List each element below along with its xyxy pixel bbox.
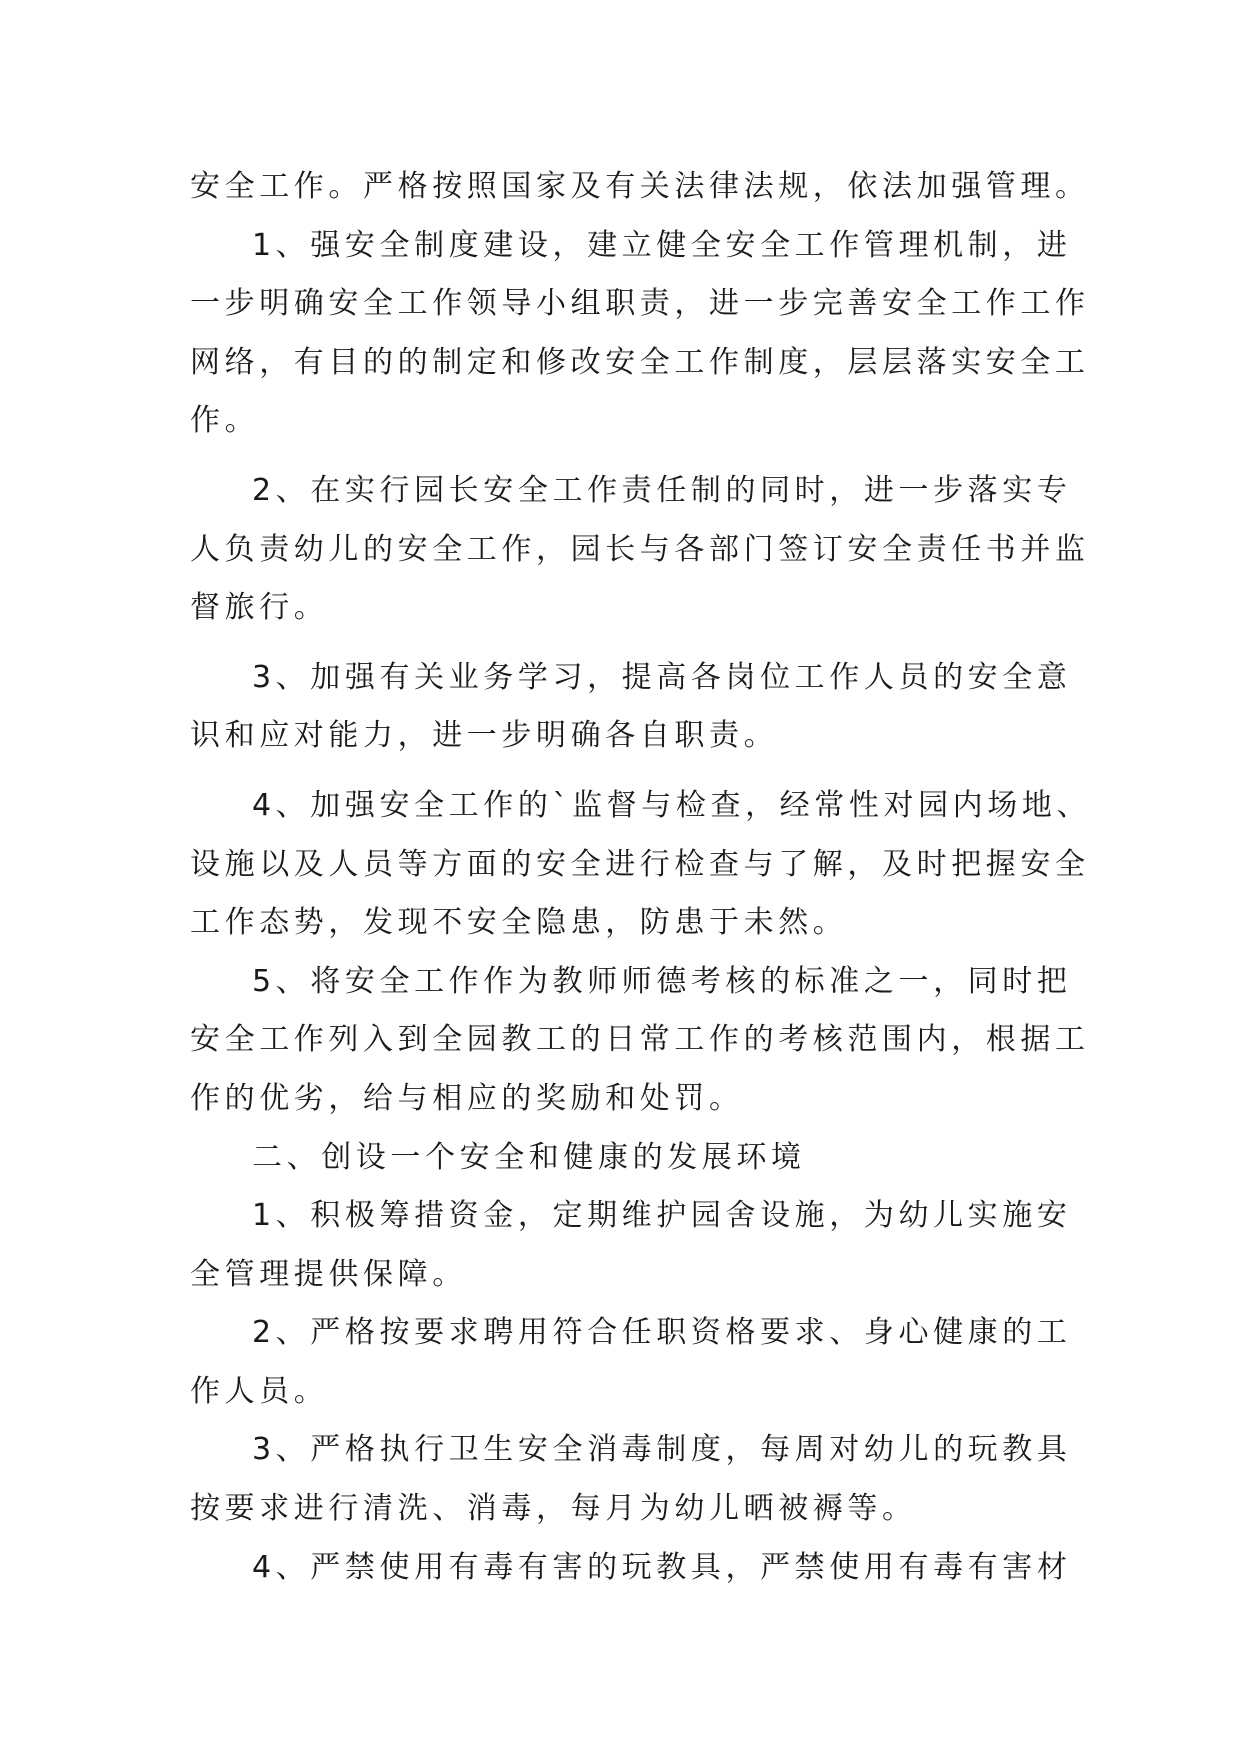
paragraph-line: 识和应对能力，进一步明确各自职责。 xyxy=(190,718,779,754)
paragraph-line: 工作态势，发现不安全隐患，防患于未然。 xyxy=(190,905,848,941)
paragraph-line: 3、严格执行卫生安全消毒制度，每周对幼儿的玩教具 xyxy=(252,1432,1072,1468)
paragraph-line: 人负责幼儿的安全工作，园长与各部门签订安全责任书并监 xyxy=(190,531,1090,567)
paragraph-line: 按要求进行清洗、消毒，每月为幼儿晒被褥等。 xyxy=(190,1491,917,1527)
paragraph-line: 督旅行。 xyxy=(190,590,329,626)
section-heading: 二、创设一个安全和健康的发展环境 xyxy=(252,1139,806,1175)
paragraph-line: 全管理提供保障。 xyxy=(190,1256,467,1292)
paragraph-line: 2、在实行园长安全工作责任制的同时，进一步落实专 xyxy=(252,472,1072,508)
paragraph-line: 1、强安全制度建设，建立健全安全工作管理机制，进 xyxy=(252,227,1072,263)
paragraph-line: 1、积极筹措资金，定期维护园舍设施，为幼儿实施安 xyxy=(252,1198,1072,1234)
paragraph-line: 作的优劣，给与相应的奖励和处罚。 xyxy=(190,1080,744,1116)
paragraph-line: 作人员。 xyxy=(190,1373,329,1409)
paragraph-line: 4、加强安全工作的`监督与检查，经常性对园内场地、 xyxy=(252,787,1092,823)
paragraph-line: 2、严格按要求聘用符合任职资格要求、身心健康的工 xyxy=(252,1315,1072,1351)
paragraph-line: 4、严禁使用有毒有害的玩教具，严禁使用有毒有害材 xyxy=(252,1549,1072,1585)
document-body xyxy=(190,158,1092,1597)
paragraph-line: 安全工作列入到全园教工的日常工作的考核范围内，根据工 xyxy=(190,1022,1090,1058)
paragraph-line: 5、将安全工作作为教师师德考核的标准之一，同时把 xyxy=(252,963,1072,999)
paragraph-line: 网络，有目的的制定和修改安全工作制度，层层落实安全工 xyxy=(190,344,1090,380)
paragraph-line: 作。 xyxy=(190,403,260,439)
paragraph-line: 3、加强有关业务学习，提高各岗位工作人员的安全意 xyxy=(252,659,1072,695)
paragraph-line: 一步明确安全工作领导小组职责，进一步完善安全工作工作 xyxy=(190,286,1090,322)
paragraph-line: 安全工作。严格按照国家及有关法律法规，依法加强管理。 xyxy=(190,169,1090,204)
paragraph-line: 设施以及人员等方面的安全进行检查与了解，及时把握安全 xyxy=(190,846,1090,882)
